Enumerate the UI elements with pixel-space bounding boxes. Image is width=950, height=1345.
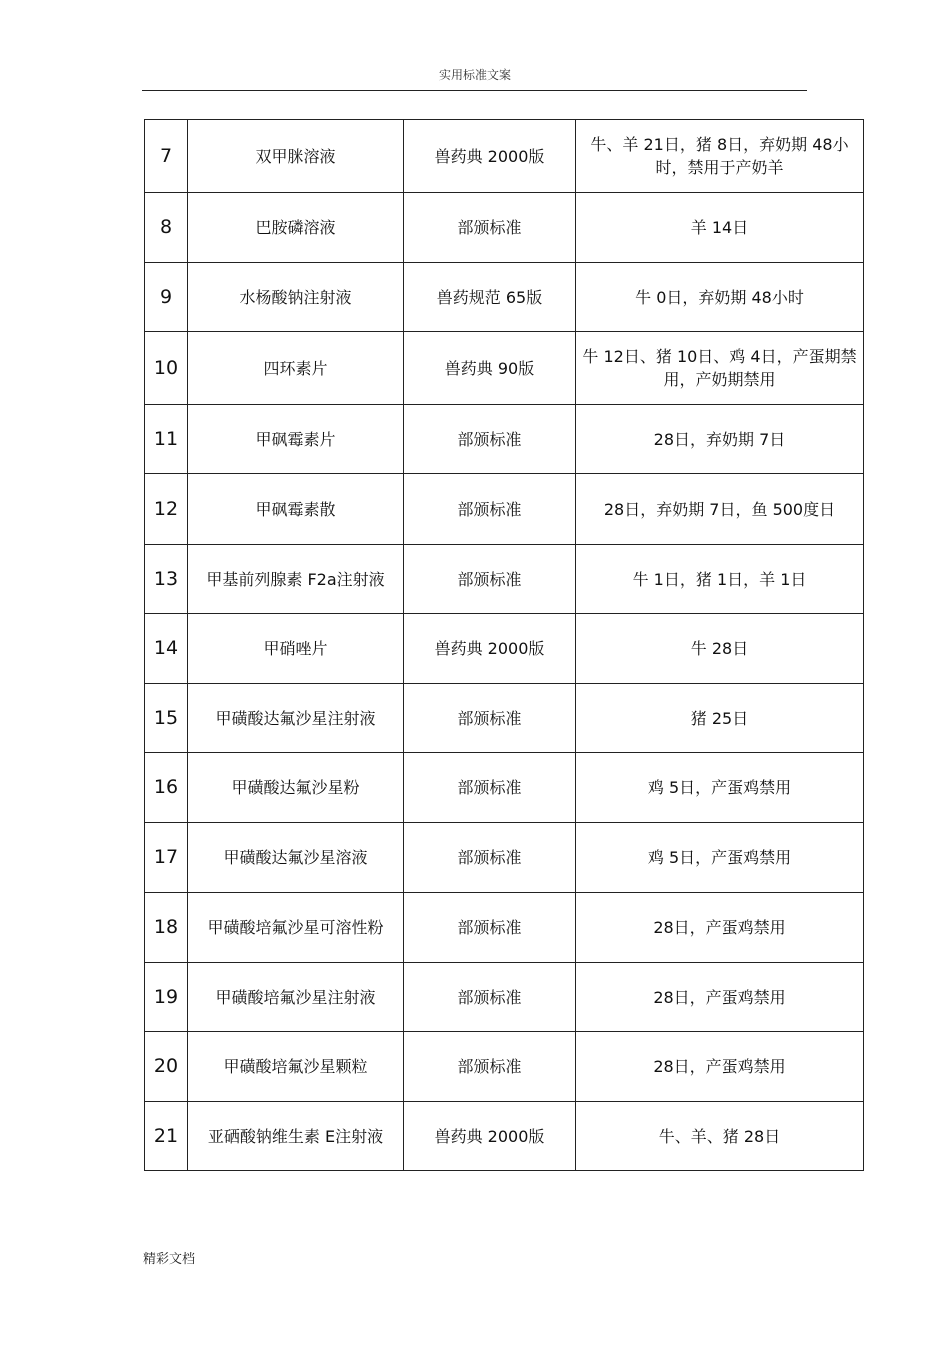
standard-cell: 部颁标准 [404, 823, 576, 893]
withdrawal-period-cell: 牛、羊、猪 28日 [576, 1102, 864, 1171]
drug-name-cell: 甲硝唑片 [188, 614, 404, 684]
row-number-cell: 17 [145, 823, 188, 893]
table-row [145, 405, 864, 474]
table-row [145, 614, 864, 684]
table-row [145, 753, 864, 823]
drug-name-cell: 甲磺酸培氟沙星注射液 [188, 963, 404, 1032]
table-row [145, 332, 864, 405]
standard-cell: 部颁标准 [404, 1032, 576, 1102]
table-row [145, 963, 864, 1032]
standard-cell: 部颁标准 [404, 684, 576, 753]
page-footer: 精彩文档 [143, 1252, 196, 1267]
standard-cell: 兽药典 2000版 [404, 120, 576, 193]
table-row [145, 1102, 864, 1171]
page-header: 实用标准文案 [438, 68, 511, 82]
row-number-cell: 10 [145, 332, 188, 405]
drug-name-cell: 甲砜霉素片 [188, 405, 404, 474]
drug-name-cell: 甲磺酸培氟沙星颗粒 [188, 1032, 404, 1102]
standard-cell: 部颁标准 [404, 405, 576, 474]
drug-name-cell: 甲磺酸培氟沙星可溶性粉 [188, 893, 404, 963]
standard-cell: 兽药规范 65版 [404, 263, 576, 332]
row-number-cell: 7 [145, 120, 188, 193]
table-row [145, 263, 864, 332]
standard-cell: 兽药典 2000版 [404, 1102, 576, 1171]
row-number-cell: 13 [145, 545, 188, 614]
drug-name-cell: 甲磺酸达氟沙星注射液 [188, 684, 404, 753]
header-divider [142, 90, 807, 91]
drug-name-cell: 双甲脒溶液 [188, 120, 404, 193]
drug-name-cell: 亚硒酸钠维生素 E注射液 [188, 1102, 404, 1171]
withdrawal-period-cell: 28日，弃奶期 7日，鱼 500度日 [576, 474, 864, 545]
drug-name-cell: 甲磺酸达氟沙星粉 [188, 753, 404, 823]
drug-name-cell: 甲磺酸达氟沙星溶液 [188, 823, 404, 893]
withdrawal-period-cell: 羊 14日 [576, 193, 864, 263]
withdrawal-period-cell: 鸡 5日，产蛋鸡禁用 [576, 823, 864, 893]
drug-name-cell: 甲基前列腺素 F2a注射液 [188, 545, 404, 614]
withdrawal-period-cell: 牛 12日、猪 10日、鸡 4日，产蛋期禁用，产奶期禁用 [576, 332, 864, 405]
standard-cell: 部颁标准 [404, 753, 576, 823]
row-number-cell: 15 [145, 684, 188, 753]
table-row [145, 474, 864, 545]
row-number-cell: 18 [145, 893, 188, 963]
withdrawal-period-cell: 28日，产蛋鸡禁用 [576, 893, 864, 963]
standard-cell: 部颁标准 [404, 963, 576, 1032]
withdrawal-period-cell: 牛 28日 [576, 614, 864, 684]
table-row [145, 1032, 864, 1102]
drug-name-cell: 四环素片 [188, 332, 404, 405]
standard-cell: 部颁标准 [404, 893, 576, 963]
withdrawal-period-cell: 牛 1日，猪 1日，羊 1日 [576, 545, 864, 614]
standard-cell: 部颁标准 [404, 193, 576, 263]
withdrawal-period-cell: 28日，产蛋鸡禁用 [576, 1032, 864, 1102]
withdrawal-period-cell: 牛、羊 21日，猪 8日，弃奶期 48小时，禁用于产奶羊 [576, 120, 864, 193]
table-body [145, 120, 864, 1171]
row-number-cell: 9 [145, 263, 188, 332]
withdrawal-period-cell: 28日，产蛋鸡禁用 [576, 963, 864, 1032]
row-number-cell: 8 [145, 193, 188, 263]
row-number-cell: 19 [145, 963, 188, 1032]
withdrawal-period-cell: 猪 25日 [576, 684, 864, 753]
withdrawal-period-cell: 鸡 5日，产蛋鸡禁用 [576, 753, 864, 823]
withdrawal-period-cell: 牛 0日，弃奶期 48小时 [576, 263, 864, 332]
standard-cell: 部颁标准 [404, 545, 576, 614]
table-row [145, 823, 864, 893]
table-row [145, 893, 864, 963]
standard-cell: 部颁标准 [404, 474, 576, 545]
table-row [145, 545, 864, 614]
standard-cell: 兽药典 2000版 [404, 614, 576, 684]
table-row [145, 120, 864, 193]
withdrawal-period-table [144, 119, 864, 1171]
row-number-cell: 11 [145, 405, 188, 474]
row-number-cell: 20 [145, 1032, 188, 1102]
withdrawal-period-cell: 28日，弃奶期 7日 [576, 405, 864, 474]
row-number-cell: 14 [145, 614, 188, 684]
drug-name-cell: 巴胺磷溶液 [188, 193, 404, 263]
row-number-cell: 21 [145, 1102, 188, 1171]
row-number-cell: 12 [145, 474, 188, 545]
drug-name-cell: 水杨酸钠注射液 [188, 263, 404, 332]
row-number-cell: 16 [145, 753, 188, 823]
drug-name-cell: 甲砜霉素散 [188, 474, 404, 545]
table-row [145, 193, 864, 263]
standard-cell: 兽药典 90版 [404, 332, 576, 405]
table-row [145, 684, 864, 753]
